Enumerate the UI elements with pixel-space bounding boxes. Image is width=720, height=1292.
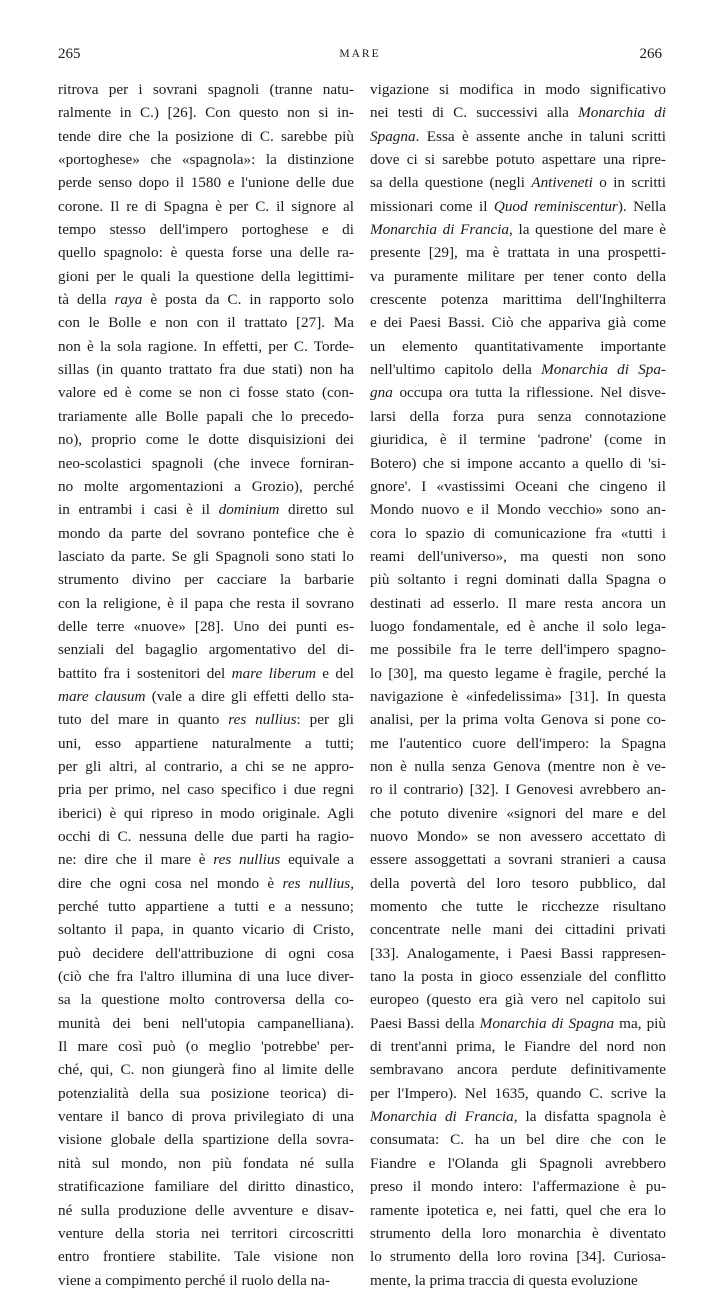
text-line: (ciò che fra l'altro illumina di una luce diver- <box>58 968 354 986</box>
text-line: battito fra i sostenitori del mare liberum e del <box>58 664 354 682</box>
text-line: Paesi Bassi della Monarchia di Spagna ma, più <box>370 1014 666 1032</box>
text-line: non è la sola ragione. In effetti, per C. Torde- <box>58 337 354 355</box>
text-line: sembravano ancora perdute definitivamente <box>370 1061 666 1079</box>
text-line: per gli altri, al contrario, a chi se ne appro- <box>58 757 354 775</box>
text-line: neo-scolastici spagnoli (che invece forniran- <box>58 454 354 472</box>
text-line: visione globale della spartizione della sovra- <box>58 1131 354 1149</box>
text-line: Monarchia di Francia, la disfatta spagnola è <box>370 1108 666 1126</box>
text-line: pria per primo, nel caso specifico i due regni <box>58 781 354 799</box>
text-line: ro il contrario) [32]. I Genovesi avrebbero an- <box>370 781 666 799</box>
text-line: larsi della forza pura senza connotazione <box>370 407 666 425</box>
text-line: dove ci si sarebbe potuto aspettare una ripre- <box>370 151 666 169</box>
text-line: Botero) che si impone accanto a quello di 'si- <box>370 454 666 472</box>
text-line: strumento della loro monarchia è diventato <box>370 1224 666 1242</box>
text-line: ramente ipotetica e, nei fatti, quel che era lo <box>370 1201 666 1219</box>
text-line: perde senso dopo il 1580 e l'unione delle due <box>58 174 354 192</box>
text-line: che potuto divenire «signori del mare e del <box>370 804 666 822</box>
text-line: gna occupa ora tutta la riflessione. Nel disve- <box>370 384 666 402</box>
text-line: può decidere dell'attribuzione di ogni cosa <box>58 944 354 962</box>
running-title: MARE <box>339 48 381 60</box>
text-line: strumento divino per cacciare la barbarie <box>58 571 354 589</box>
text-line: nuovo Mondo» se non avessero accettato di <box>370 828 666 845</box>
text-line: no molte argomentazioni a Grozio), perché <box>58 477 354 495</box>
text-line: tende dire che la posizione di C. sarebbe più <box>58 127 354 145</box>
text-line: preso il mondo intero: l'affermazione è pu- <box>370 1178 666 1196</box>
text-line: lo [30], ma questo legame è fragile, perché la <box>370 664 666 682</box>
text-line: me possibile fra le terre dell'impero spagno- <box>370 641 666 659</box>
text-line: soltanto il papa, in quanto vicario di Cristo, <box>58 921 354 939</box>
text-line: sa la questione molto controversa della co- <box>58 991 354 1009</box>
text-line: per l'Impero). Nel 1635, quando C. scrive la <box>370 1084 666 1102</box>
text-line: crescente potenza marittima dell'Inghilterra <box>370 291 666 309</box>
text-line: mente, la prima traccia di questa evoluzione <box>370 1271 638 1289</box>
text-line: quello spagnolo: è questa forse una delle ra- <box>58 244 354 262</box>
text-line: va puramente militare per tener conto della <box>370 267 666 285</box>
text-line: venture della storia nei territori circoscritti <box>58 1224 354 1242</box>
text-line: lasciato da parte. Se gli Spagnoli sono stati lo <box>58 547 354 565</box>
text-line: tà della raya è posta da C. in rapporto solo <box>58 291 354 309</box>
text-line: presente [29], ma è trattata in una prospetti- <box>370 244 666 262</box>
text-line: sillas (in quanto trattato fra due stati) non ha <box>58 361 354 379</box>
text-line: senziali del bagaglio argomentativo del di- <box>58 641 354 659</box>
text-line: uni, esso appartiene naturalmente a tutti; <box>58 734 354 752</box>
text-line: Mondo nuovo e il Mondo vecchio» sono an- <box>370 501 666 519</box>
text-line: trariamente alle Bolle papali che lo precedo- <box>58 407 354 425</box>
text-line: in entrambi i casi è il dominium diretto sul <box>58 501 354 519</box>
text-line: Fiandre e l'Olanda gli Spagnoli avrebbero <box>370 1154 666 1172</box>
text-line: consumata: C. ha un bel dire che con le <box>370 1131 666 1149</box>
text-line: munità dei beni nell'utopia campanelliana). <box>58 1014 354 1032</box>
left-text-column <box>58 78 354 1292</box>
text-line: luogo fondamentale, ed è anche il solo lega- <box>370 617 666 635</box>
page-number-right: 266 <box>639 46 662 62</box>
right-text-column <box>370 78 666 1292</box>
text-line: un elemento quantitativamente importante <box>370 337 666 355</box>
text-line: tempo stesso dell'impero portoghese e di <box>58 221 354 239</box>
text-line: della povertà del loro tesoro pubblico, dal <box>370 874 666 892</box>
text-line: ritrova per i sovrani spagnoli (tranne natu- <box>58 81 354 98</box>
text-line: cora lo spazio di comunicazione fra «tutti i <box>370 524 666 542</box>
text-line: Il mare così può (o meglio 'potrebbe' per- <box>58 1038 354 1056</box>
text-line: mondo da parte del sovrano pontefice che è <box>58 524 354 542</box>
text-line: vigazione si modifica in modo significativo <box>370 81 666 98</box>
text-line: no), proprio come le dotte disquisizioni dei <box>58 431 354 449</box>
text-line: nell'ultimo capitolo della Monarchia di Spa- <box>370 361 666 379</box>
text-line: potenzialità della sua posizione teorica) di- <box>58 1084 354 1102</box>
text-line: viene a compimento perché il ruolo della na- <box>58 1271 331 1289</box>
text-line: tano la posta in gioco essenziale del conflitto <box>370 968 666 986</box>
text-line: valore ed è come se non ci fosse stato (con- <box>58 384 354 402</box>
text-line: nei testi di C. successivi alla Monarchia di <box>370 104 666 122</box>
text-line: perché tutto appartiene a tutti e a nessuno; <box>58 898 354 916</box>
text-line: «portoghese» che «spagnola»: la distinzione <box>58 151 354 169</box>
text-line: dire che ogni cosa nel mondo è res nullius, <box>58 874 354 892</box>
text-line: di trent'anni prima, le Fiandre del nord non <box>370 1038 666 1056</box>
text-line: nità sul mondo, non più fondata né sulla <box>58 1154 354 1172</box>
text-line: più soltanto i regni dominati dalla Spagna o <box>370 571 666 589</box>
text-line: mare clausum (vale a dire gli effetti dello sta- <box>58 687 354 705</box>
text-line: ché, qui, C. non giungerà fino al limite delle <box>58 1061 354 1079</box>
text-line: e dei Paesi Bassi. Ciò che appariva già come <box>370 314 666 332</box>
text-line: gnore'. I «vastissimi Oceani che cingeno il <box>370 477 666 495</box>
text-line: stratificazione familiare del diritto dinastico, <box>58 1178 354 1196</box>
page-number-left: 265 <box>58 46 81 62</box>
text-line: ralmente in C.) [26]. Con questo non si in- <box>58 104 354 122</box>
text-line: destinati ad esserlo. Il mare resta ancora un <box>370 594 666 612</box>
text-line: con le Bolle e non con il trattato [27]. Ma <box>58 314 354 332</box>
text-line: sa della questione (negli Antiveneti o in scritti <box>370 174 666 192</box>
text-line: reami dell'universo», ma questi non sono <box>370 547 666 565</box>
text-line: concentrate nelle mani dei cittadini privati <box>370 921 666 939</box>
text-line: analisi, per la prima volta Genova si pone co- <box>370 711 666 729</box>
text-line: ne: dire che il mare è res nullius equivale a <box>58 851 354 869</box>
text-line: me l'autentico cuore dell'impero: la Spagna <box>370 734 666 752</box>
text-line: occhi di C. nessuna delle due parti ha ragio- <box>58 828 354 845</box>
text-line: corone. Il re di Spagna è per C. il signore al <box>58 197 354 215</box>
text-line: ventare il banco di prova privilegiato di una <box>58 1108 354 1126</box>
text-line: con la religione, è il papa che resta il sovrano <box>58 594 354 612</box>
text-line: iberici) è qui ripreso in modo originale. Agli <box>58 804 354 822</box>
text-line: momento che tutte le ricchezze risultano <box>370 898 666 916</box>
text-line: gioni per le quali la questione della legittimi- <box>58 267 354 285</box>
text-line: europeo (questo era già vero nel capitolo sui <box>370 991 666 1009</box>
text-line: Spagna. Essa è assente anche in taluni scritti <box>370 127 666 145</box>
text-line: giuridica, è il termine 'padrone' (come in <box>370 431 666 449</box>
text-line: essere assoggettati a sovrani stranieri a causa <box>370 851 666 869</box>
text-line: missionari come il Quod reminiscentur). Nella <box>370 197 666 215</box>
text-line: lo strumento della loro rovina [34]. Curiosa- <box>370 1248 666 1266</box>
text-line: tuto del mare in quanto res nullius: per gli <box>58 711 354 729</box>
text-line: delle terre «nuove» [28]. Uno dei punti es- <box>58 617 354 635</box>
text-line: [33]. Analogamente, i Paesi Bassi rappresen- <box>370 944 666 962</box>
text-line: né sulla produzione delle avventure e disav- <box>58 1201 354 1219</box>
text-line: navigazione è «infedelissima» [31]. In questa <box>370 687 666 705</box>
text-line: non è nulla senza Genova (mentre non è ve- <box>370 757 666 775</box>
running-header <box>58 46 662 66</box>
text-line: entro frontiere stabilite. Tale visione non <box>58 1248 354 1266</box>
text-line: Monarchia di Francia, la questione del mare è <box>370 221 666 239</box>
